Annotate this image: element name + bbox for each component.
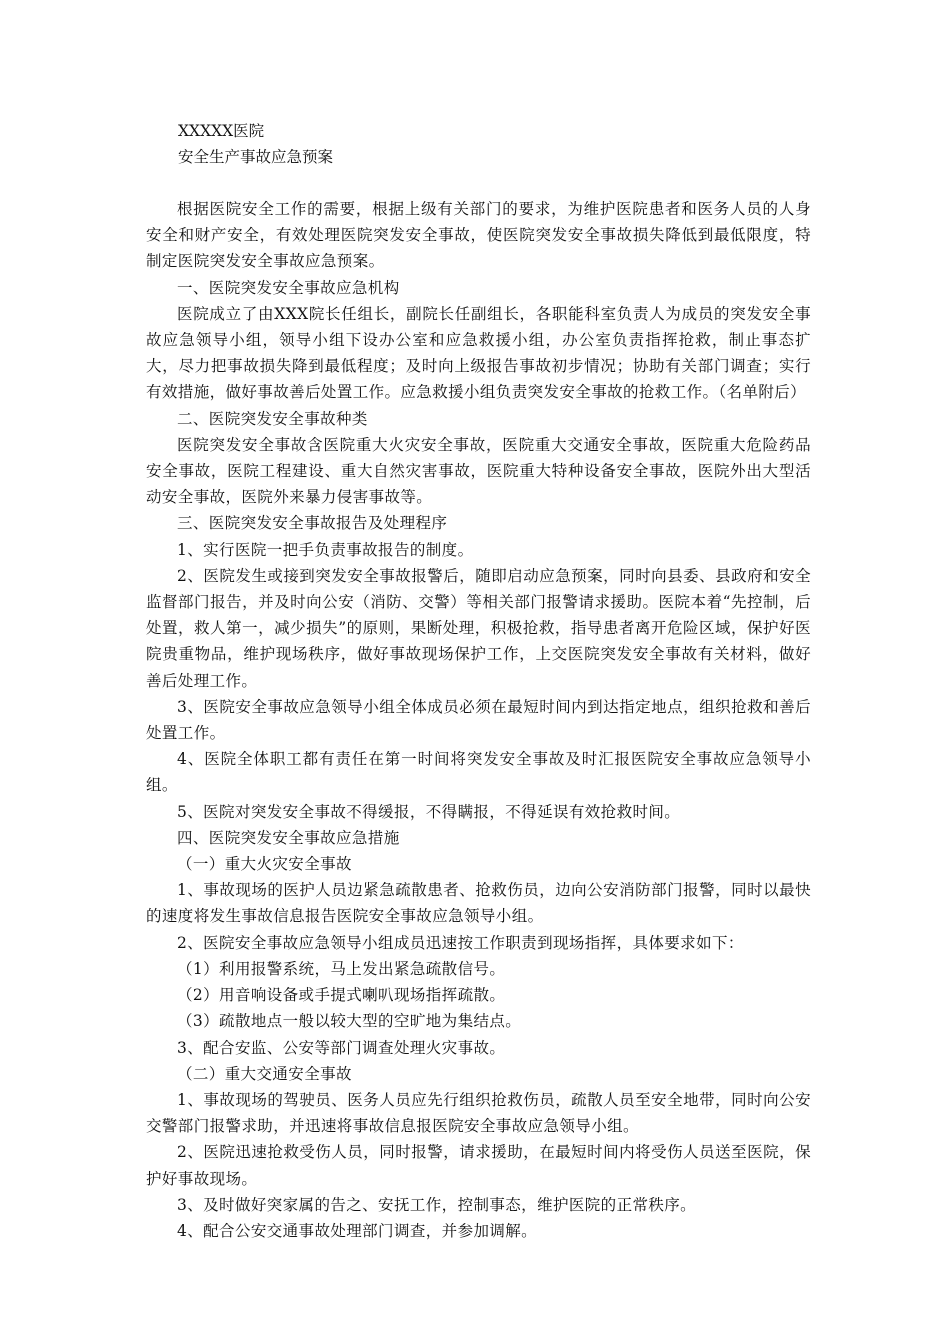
traffic-item-1: 1、事故现场的驾驶员、医务人员应先行组织抢救伤员，疏散人员至安全地带，同时向公安交警部门报警求助，并迅速将事故信息报医院安全事故应急领导小组。 <box>146 1090 811 1136</box>
fire-item-3: 3、配合安监、公安等部门调查处理火灾事故。 <box>177 1038 506 1057</box>
traffic-item-3: 3、及时做好突家属的告之、安抚工作，控制事态，维护医院的正常秩序。 <box>177 1195 697 1214</box>
fire-subitem-1: （1）利用报警系统，马上发出紧急疏散信号。 <box>177 959 506 978</box>
section-2-body: 医院突发安全事故含医院重大火灾安全事故，医院重大交通安全事故，医院重大危险药品安全事故，医院工程建设、重大自然灾害事故，医院重大特种设备安全事故，医院外出大型活动安全事故，医院外来暴力侵害事故等。 <box>146 435 811 507</box>
section-3-item-2: 2、医院发生或接到突发安全事故报警后，随即启动应急预案，同时向县委、县政府和安全监督部门报告，并及时向公安（消防、交警）等相关部门报警请求援助。医院本着“先控制，后处置，救人第一，减少损失”的原则，果断处理，积极抢救，指导患者离开危险区域，保护好医院贵重物品，维护现场秩序，做好事故现场保护工作，上交医院突发安全事故有关材料，做好善后处理工作。 <box>146 566 811 690</box>
fire-item-2: 2、医院安全事故应急领导小组成员迅速按工作职责到现场指挥，具体要求如下： <box>177 933 744 952</box>
traffic-item-4: 4、配合公安交通事故处理部门调查，并参加调解。 <box>177 1221 538 1240</box>
section-3-item-3: 3、医院安全事故应急领导小组全体成员必须在最短时间内到达指定地点，组织抢救和善后处置工作。 <box>146 697 811 743</box>
intro-paragraph: 根据医院安全工作的需要，根据上级有关部门的要求，为维护医院患者和医务人员的人身安全和财产安全，有效处理医院突发安全事故，使医院突发安全事故损失降低到最低限度，特制定医院突发安全事故应急预案。 <box>146 200 811 271</box>
section-3-item-1: 1、实行医院一把手负责事故报告的制度。 <box>177 540 474 559</box>
document-page <box>146 118 811 1244</box>
section-heading-2: 二、医院突发安全事故种类 <box>177 409 368 428</box>
section-heading-1: 一、医院突发安全事故应急机构 <box>177 278 400 297</box>
fire-subitem-2: （2）用音响设备或手提式喇叭现场指挥疏散。 <box>177 986 506 1005</box>
subsection-heading-fire: （一）重大火灾安全事故 <box>177 855 352 874</box>
title-spacer <box>146 170 811 196</box>
document-title: 安全生产事故应急预案 <box>178 148 334 166</box>
organization-name: XXXXX医院 <box>178 122 265 140</box>
traffic-item-2: 2、医院迅速抢救受伤人员，同时报警，请求援助，在最短时间内将受伤人员送至医院，保护好事故现场。 <box>146 1143 811 1188</box>
section-heading-4: 四、医院突发安全事故应急措施 <box>177 828 400 847</box>
fire-item-1: 1、事故现场的医护人员边紧急疏散患者、抢救伤员，边向公安消防部门报警，同时以最快的速度将发生事故信息报告医院安全事故应急领导小组。 <box>146 881 811 926</box>
subsection-heading-traffic: （二）重大交通安全事故 <box>177 1064 352 1083</box>
section-3-item-5: 5、医院对突发安全事故不得缓报，不得瞒报，不得延误有效抢救时间。 <box>177 802 681 821</box>
fire-subitem-3: （3）疏散地点一般以较大型的空旷地为集结点。 <box>177 1012 522 1031</box>
section-3-item-4: 4、医院全体职工都有责任在第一时间将突发安全事故及时汇报医院安全事故应急领导小组。 <box>146 750 811 795</box>
section-1-body: 医院成立了由XXX院长任组长，副院长任副组长，各职能科室负责人为成员的突发安全事故应急领导小组，领导小组下设办公室和应急救援小组，办公室负责指挥抢救，制止事态扩大，尽力把事故损失降到最低程度；及时向上级报告事故初步情况；协助有关部门调查；实行有效措施，做好事故善后处置工作。应急救援小组负责突发安全事故的抢救工作。（名单附后） <box>146 304 811 402</box>
section-heading-3: 三、医院突发安全事故报告及处理程序 <box>177 514 448 533</box>
